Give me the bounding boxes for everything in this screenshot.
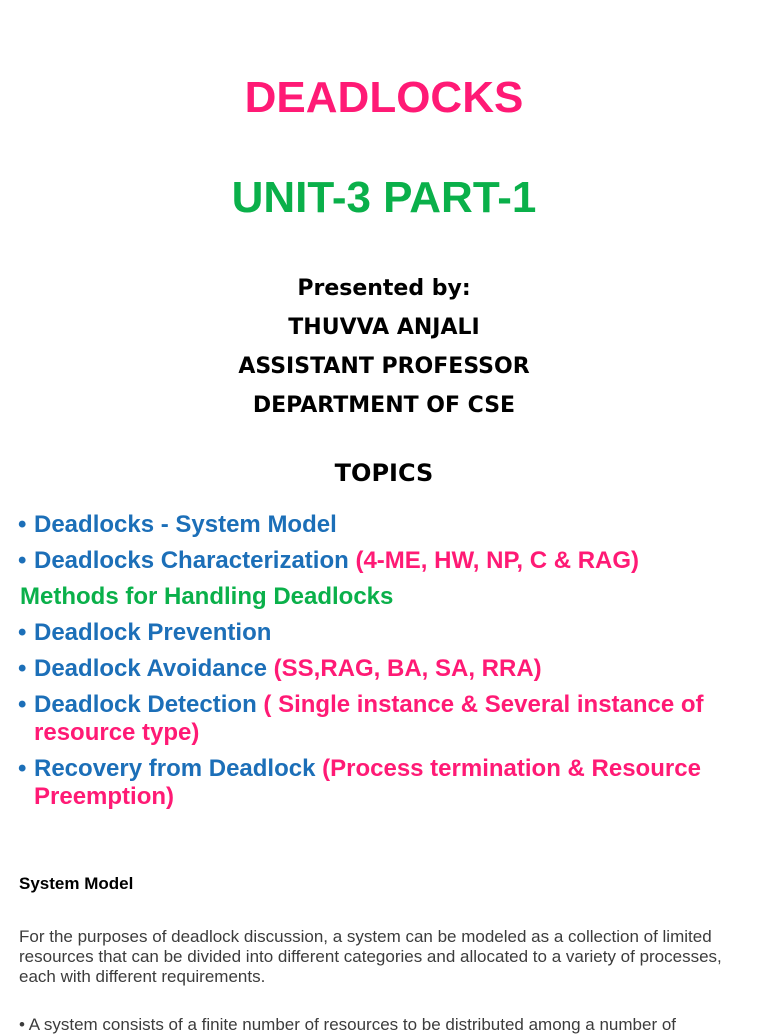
- topic-extra-text: (4-ME, HW, NP, C & RAG): [355, 547, 640, 574]
- topic-main-text: Deadlock Avoidance: [34, 655, 267, 682]
- bullet-icon: •: [18, 619, 27, 646]
- topic-item: [18, 511, 758, 539]
- bullet-icon: •: [18, 655, 27, 682]
- presenter-designation: ASSISTANT PROFESSOR: [238, 354, 530, 379]
- topics-heading: TOPICS: [334, 459, 434, 487]
- topic-main-text: Recovery from Deadlock: [34, 755, 316, 782]
- topics-list: [18, 511, 758, 819]
- topic-main-text: Deadlock Detection: [34, 691, 257, 718]
- topic-extra-text: (Process termination & Resource Preemption): [34, 755, 701, 810]
- topic-item: [18, 755, 758, 811]
- presenter-name: THUVVA ANJALI: [288, 315, 480, 340]
- presenter-department: DEPARTMENT OF CSE: [252, 393, 516, 418]
- topic-extra-text: (SS,RAG, BA, SA, RRA): [273, 655, 542, 682]
- topic-item: [18, 547, 758, 575]
- presenter-label: Presented by:: [297, 276, 471, 301]
- bullet-icon: •: [18, 511, 27, 538]
- cut-off-text-line: • A system consists of a finite number of resources to be distributed among a number of: [19, 1015, 677, 1034]
- document-subtitle: UNIT-3 PART-1: [231, 173, 537, 222]
- topic-main-text: Deadlocks Characterization: [34, 547, 349, 574]
- document-title: DEADLOCKS: [244, 73, 524, 122]
- presenter-block: [0, 272, 768, 428]
- topic-item: [18, 619, 758, 647]
- topic-main-text: Deadlock Prevention: [34, 619, 272, 646]
- methods-heading: Methods for Handling Deadlocks: [20, 583, 394, 610]
- topic-main-text: Deadlocks - System Model: [34, 511, 337, 538]
- section-paragraph: For the purposes of deadlock discussion, a system can be modeled as a collection of limited resources that can be divided into different categories and allocated to a variety of processes, each with different requirements.: [19, 927, 722, 986]
- bullet-icon: •: [18, 547, 27, 574]
- topic-extra-text: ( Single instance & Several instance of resource type): [34, 691, 704, 746]
- bullet-icon: •: [18, 755, 27, 782]
- topic-item: [18, 691, 758, 747]
- topic-item: [18, 655, 758, 683]
- section-heading: System Model: [19, 874, 134, 893]
- bullet-icon: •: [18, 691, 27, 718]
